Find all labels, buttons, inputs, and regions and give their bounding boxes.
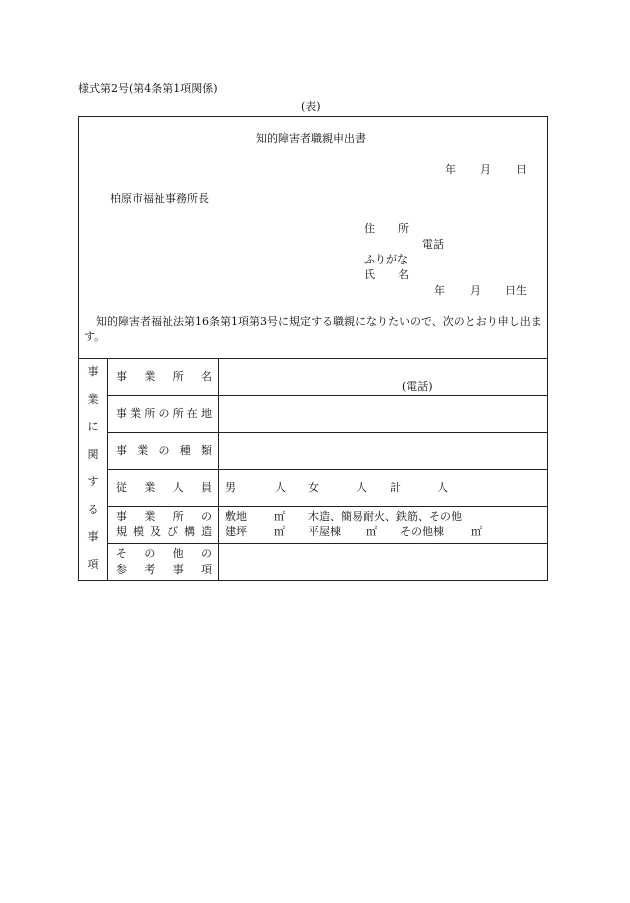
single-story-field[interactable]	[344, 524, 364, 539]
location-field[interactable]	[220, 397, 546, 431]
floor-area-label: 建坪	[225, 525, 247, 538]
intro-text: 知的障害者福祉法第16条第1項第3号に規定する職親になりたいので、次のとおり申し出ます。	[84, 315, 542, 343]
applicant-phone-field[interactable]	[450, 236, 542, 252]
business-type-label: 事 業 の 種 類	[116, 444, 212, 457]
phone-label: 電話	[422, 238, 444, 251]
structure-options[interactable]: 木造、簡易耐火、鉄筋、その他	[308, 510, 462, 523]
notes-field[interactable]	[220, 545, 546, 579]
male-label: 男	[225, 481, 236, 494]
floor-area-field[interactable]	[250, 524, 272, 539]
side-vertical-label: 事 業 に 関 す る 事 項	[87, 365, 99, 571]
name-label: 氏 名	[364, 268, 409, 281]
female-unit: 人	[356, 481, 367, 494]
row-divider	[107, 543, 548, 544]
location-label: 事 業 所 の 所 在 地	[116, 407, 212, 420]
notes-label-line2: 参 考 事 項	[116, 563, 212, 576]
scale-label-line1: 事 業 所 の	[116, 510, 212, 523]
single-story-label: 平屋棟	[308, 525, 341, 538]
business-phone-label: (電話)	[402, 380, 433, 393]
male-count-field[interactable]	[240, 478, 270, 494]
female-label: 女	[308, 481, 319, 494]
side-label: (表)	[301, 100, 321, 113]
date-year-label: 年	[445, 163, 456, 176]
table-top-border	[78, 358, 548, 359]
applicant-furigana-field[interactable]	[414, 251, 542, 267]
business-name-label: 事 業 所 名	[116, 370, 212, 383]
total-unit: 人	[437, 481, 448, 494]
female-count-field[interactable]	[322, 478, 352, 494]
addressee: 柏原市福祉事務所長	[110, 192, 209, 205]
row-divider	[107, 432, 548, 433]
birth-year-label: 年	[434, 284, 445, 297]
date-day-label: 日	[516, 163, 527, 176]
address-label: 住 所	[364, 222, 409, 235]
row-divider	[107, 395, 548, 396]
notes-label-line1: そ の 他 の	[116, 547, 212, 560]
applicant-address-field[interactable]	[414, 220, 542, 236]
birth-month-label: 月	[470, 284, 481, 297]
birth-day-label: 日生	[505, 284, 527, 297]
site-area-field[interactable]	[250, 508, 272, 523]
site-area-unit: ㎡	[274, 510, 285, 523]
single-story-unit: ㎡	[366, 525, 377, 538]
form-title: 知的障害者職親申出書	[256, 132, 366, 145]
date-month-label: 月	[480, 163, 491, 176]
total-count-field[interactable]	[404, 478, 434, 494]
site-area-label: 敷地	[225, 510, 247, 523]
total-label: 計	[390, 481, 401, 494]
business-type-field[interactable]	[220, 434, 546, 468]
other-buildings-field[interactable]	[448, 524, 468, 539]
business-name-field[interactable]	[220, 360, 546, 394]
other-buildings-unit: ㎡	[471, 525, 482, 538]
applicant-name-field[interactable]	[414, 266, 542, 282]
furigana-label: ふりがな	[364, 253, 408, 266]
other-buildings-label: その他棟	[400, 525, 444, 538]
row-divider	[107, 506, 548, 507]
form-number: 様式第2号(第4条第1項関係)	[78, 82, 218, 95]
scale-label-line2: 規 模 及 び 構 造	[116, 525, 212, 538]
male-unit: 人	[275, 481, 286, 494]
employees-label: 従 業 人 員	[116, 481, 212, 494]
floor-area-unit: ㎡	[274, 525, 285, 538]
row-divider	[107, 469, 548, 470]
